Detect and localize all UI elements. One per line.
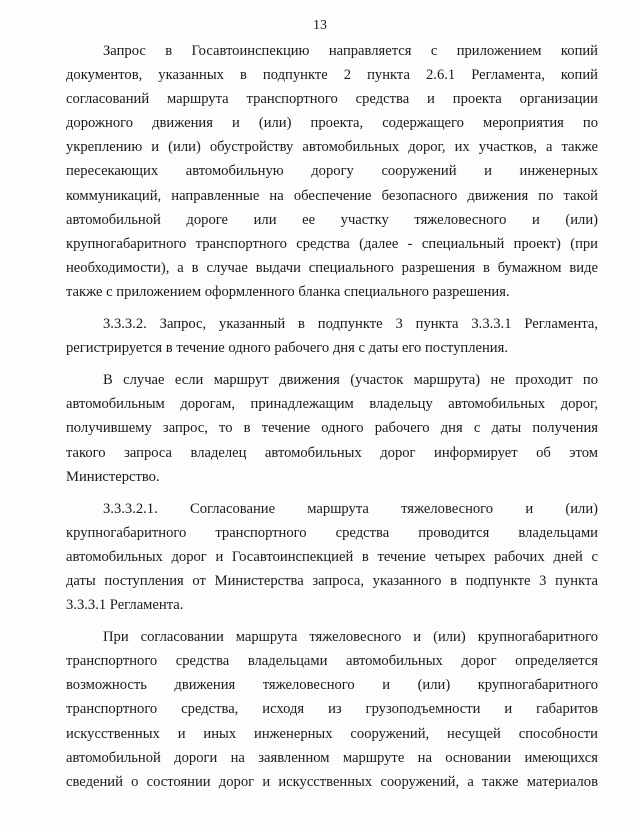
text-line: пересекающих автомобильную дорогу сооружений и инженерных xyxy=(66,163,598,180)
text-line: крупногабаритного транспортного средства проводится владельцами xyxy=(66,524,598,541)
text-line: дорожного движения и (или) проекта, содержащего мероприятия по xyxy=(66,115,598,132)
text-line: такого запроса владелец автомобильных дорог информирует об этом xyxy=(66,444,598,461)
paragraph xyxy=(66,625,598,794)
text-line: 3.3.3.2.1. Согласование маршрута тяжеловесного и (или) xyxy=(103,500,598,517)
text-line: автомобильных дорог и Госавтоинспекцией в течение четырех рабочих дней с xyxy=(66,548,598,565)
text-line: 3.3.3.2. Запрос, указанный в подпункте 3 пункта 3.3.3.1 Регламента, xyxy=(103,316,598,333)
text-line: документов, указанных в подпункте 2 пункта 2.6.1 Регламента, копий xyxy=(66,67,598,84)
text-line: 3.3.3.1 Регламента. xyxy=(66,597,184,614)
text-line: транспортного средства, исходя из грузоподъемности и габаритов xyxy=(66,701,598,718)
text-line: сведений о состоянии дорог и искусственных сооружений, а также материалов xyxy=(66,773,598,790)
text-line: Министерство. xyxy=(66,468,160,485)
text-line: искусственных и иных инженерных сооружений, несущей способности xyxy=(66,725,598,742)
paragraph xyxy=(66,497,598,617)
page-number: 13 xyxy=(313,18,327,33)
text-line: коммуникаций, направленные на обеспечение безопасного движения по такой xyxy=(66,187,598,204)
text-line: необходимости), а в случае выдачи специального разрешения в бумажном виде xyxy=(66,259,598,276)
text-line: Запрос в Госавтоинспекцию направляется с приложением копий xyxy=(103,43,598,59)
paragraph xyxy=(66,312,598,360)
text-line: крупногабаритного транспортного средства (далее - специальный проект) (при xyxy=(66,235,598,252)
text-line: регистрируется в течение одного рабочего дня с даты его поступления. xyxy=(66,340,508,357)
text-line: транспортного средства владельцами автомобильных дорог определяется xyxy=(66,653,598,670)
text-line: возможность движения тяжеловесного и (или) крупногабаритного xyxy=(66,677,598,694)
text-line: При согласовании маршрута тяжеловесного и (или) крупногабаритного xyxy=(103,629,598,646)
text-line: автомобильной дороги на заявленном маршруте на основании имеющихся xyxy=(66,749,598,766)
document-body xyxy=(66,39,598,794)
text-line: даты поступления от Министерства запроса, указанного в подпункте 3 пункта xyxy=(66,572,598,589)
text-line: укреплению и (или) обустройству автомобильных дорог, их участков, а также xyxy=(66,139,598,156)
text-line: автомобильной дороге или ее участку тяжеловесного и (или) xyxy=(66,211,598,228)
text-line: В случае если маршрут движения (участок маршрута) не проходит по xyxy=(103,372,598,389)
paragraph xyxy=(66,39,598,304)
paragraph xyxy=(66,368,598,488)
text-line: получившему запрос, то в течение одного рабочего дня с даты получения xyxy=(66,420,598,437)
text-line: согласований маршрута транспортного средства и проекта организации xyxy=(66,91,598,108)
text-line: автомобильным дорогам, принадлежащим владельцу автомобильных дорог, xyxy=(66,396,598,413)
text-line: также с приложением оформленного бланка специального разрешения. xyxy=(66,283,510,300)
